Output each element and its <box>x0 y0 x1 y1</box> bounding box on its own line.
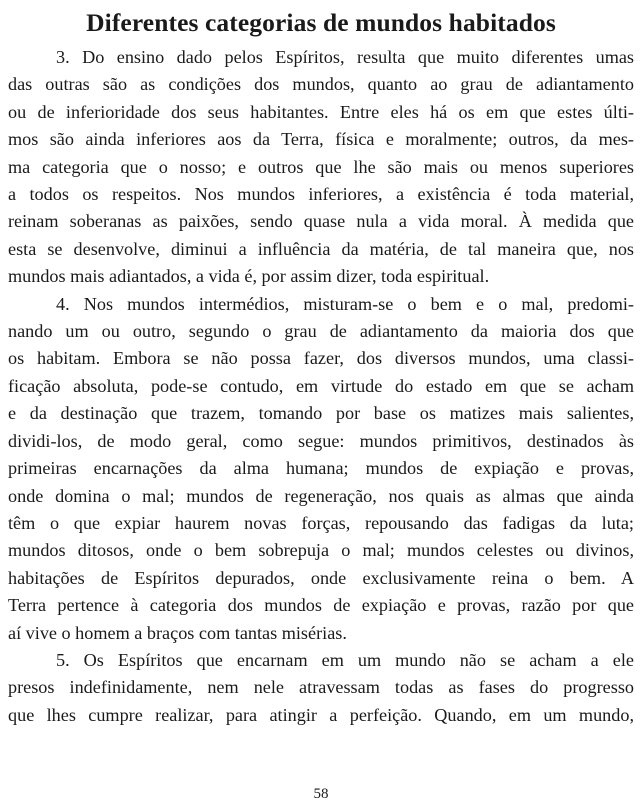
text-line: presos indefinidamente, nem nele atravessam todas as fases do progresso <box>8 677 634 698</box>
text-line: a todos os respeitos. Nos mundos inferiores, a existência é toda material, <box>8 184 634 205</box>
chapter-section-title: Diferentes categorias de mundos habitados <box>86 8 556 37</box>
text-line: aí vive o homem a braços com tantas misérias. <box>8 622 347 643</box>
text-line: Terra pertence à categoria dos mundos de expiação e provas, razão por que <box>8 595 634 616</box>
body-text <box>8 44 634 729</box>
text-line: têm o que expiar haurem novas forças, repousando das fadigas da luta; <box>8 512 634 533</box>
text-line: habitações de Espíritos depurados, onde exclusivamente reina o bem. A <box>8 567 634 588</box>
text-line: e da destinação que trazem, tomando por base os matizes mais salientes, <box>8 403 634 424</box>
text-line: que lhes cumpre realizar, para atingir a perfeição. Quando, em um mundo, <box>8 704 634 725</box>
text-line: esta se desenvolve, diminui a influência da matéria, de tal maneira que, nos <box>8 238 634 259</box>
page-number: 58 <box>313 786 329 802</box>
text-line: mundos mais adiantados, a vida é, por assim dizer, toda espiritual. <box>8 266 490 287</box>
text-line: onde domina o mal; mundos de regeneração, nos quais as almas que ainda <box>8 485 634 506</box>
text-line: os habitam. Embora se não possa fazer, dos diversos mundos, uma classi- <box>8 348 634 369</box>
text-line: mos são ainda inferiores aos da Terra, física e moralmente; outros, da mes- <box>8 129 634 150</box>
text-line: dividi-los, de modo geral, como segue: mundos primitivos, destinados às <box>8 430 634 451</box>
text-line: das outras são as condições dos mundos, quanto ao grau de adiantamento <box>8 74 634 95</box>
text-line: 3. Do ensino dado pelos Espíritos, resulta que muito diferentes umas <box>56 47 634 67</box>
text-line: 5. Os Espíritos que encarnam em um mundo não se acham a ele <box>56 649 634 670</box>
text-line: ou de inferioridade dos seus habitantes. Entre eles há os em que estes últi- <box>8 101 634 122</box>
text-line: ma categoria que o nosso; e outros que lhe são mais ou menos superiores <box>8 156 634 177</box>
paragraph-3 <box>8 44 634 291</box>
text-line: primeiras encarnações da alma humana; mundos de expiação e provas, <box>8 458 634 479</box>
text-line: reinam soberanas as paixões, sendo quase nula a vida moral. À medida que <box>8 211 634 232</box>
text-line: 4. Nos mundos intermédios, misturam-se o bem e o mal, predomi- <box>56 293 634 314</box>
paragraph-5 <box>8 647 634 729</box>
text-line: mundos ditosos, onde o bem sobrepuja o mal; mundos celestes ou divinos, <box>8 540 634 561</box>
text-line: ficação absoluta, pode-se contudo, em virtude do estado em que se acham <box>8 375 634 396</box>
text-line: nando um ou outro, segundo o grau de adiantamento da maioria dos que <box>8 321 634 342</box>
book-page <box>8 0 634 810</box>
paragraph-4 <box>8 291 634 647</box>
